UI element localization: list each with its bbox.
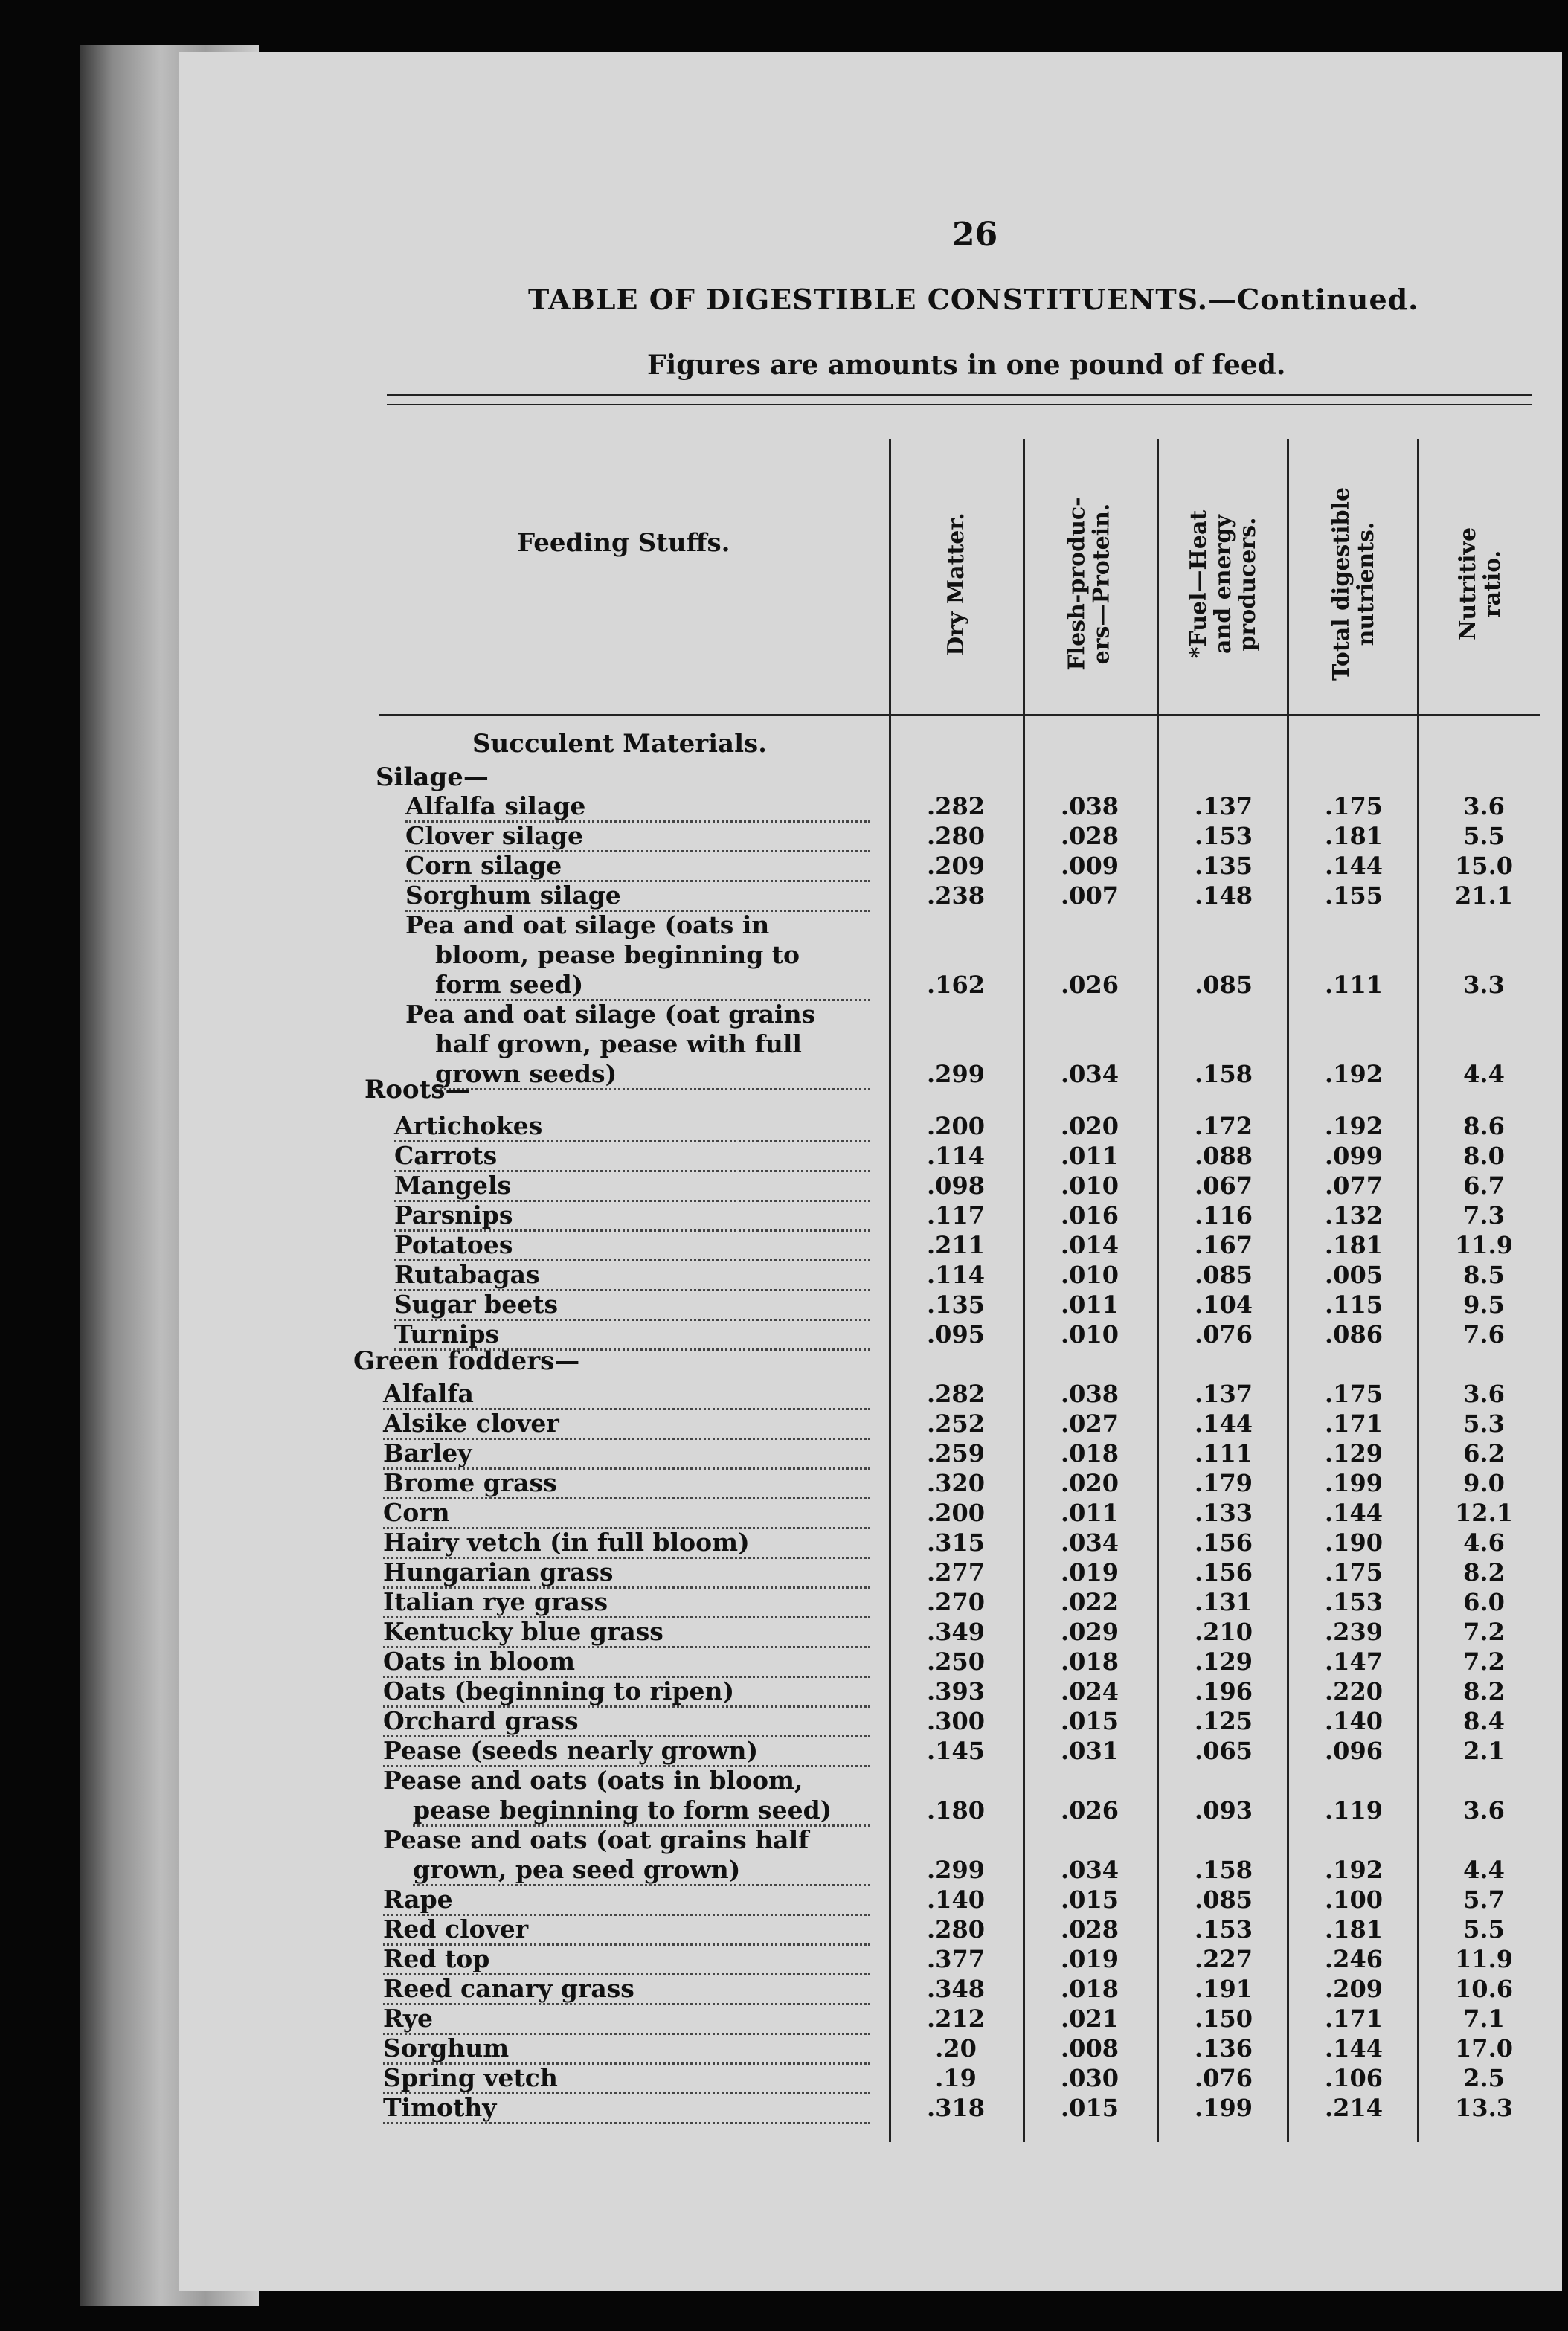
table-row	[179, 1975, 1562, 2004]
cell-total: .192	[1325, 1060, 1383, 1088]
cell-total: .239	[1325, 1618, 1383, 1646]
cell-ratio: 7.6	[1463, 1320, 1505, 1348]
col-head-fuel: *Fuel—Heat and energy producers.	[1186, 509, 1262, 658]
table-subtitle: Figures are amounts in one pound of feed.	[647, 350, 1286, 381]
cell-ratio: 5.7	[1463, 1885, 1505, 1914]
cell-ratio: 21.1	[1455, 881, 1513, 910]
feed-name: Carrots	[394, 1142, 870, 1172]
cell-total: .175	[1325, 792, 1383, 820]
feed-name: grown seeds)	[435, 1060, 870, 1090]
cell-protein: .034	[1061, 1060, 1119, 1088]
feed-name: Rape	[383, 1885, 870, 1916]
table-row	[179, 1885, 1562, 1915]
feed-name: Timothy	[383, 2094, 870, 2124]
cell-protein: .034	[1061, 1528, 1119, 1557]
cell-fuel: .137	[1195, 1380, 1253, 1408]
cell-fuel: .153	[1195, 1915, 1253, 1943]
cell-fuel: .156	[1195, 1528, 1253, 1557]
cell-total: .175	[1325, 1380, 1383, 1408]
cell-total: .086	[1325, 1320, 1383, 1348]
cell-protein: .021	[1061, 2004, 1119, 2033]
page-number: 26	[952, 216, 998, 254]
cell-dry: .250	[927, 1647, 985, 1676]
feed-name: grown, pea seed grown)	[413, 1856, 870, 1886]
cell-total: .171	[1325, 1409, 1383, 1438]
cell-protein: .019	[1061, 1945, 1119, 1973]
cell-total: .155	[1325, 881, 1383, 910]
table-row	[179, 1231, 1562, 1261]
cell-protein: .018	[1061, 1975, 1119, 2003]
cell-fuel: .085	[1195, 1261, 1253, 1289]
feed-name: Turnips	[394, 1320, 870, 1351]
cell-dry: .299	[927, 1060, 985, 1088]
cell-total: .077	[1325, 1171, 1383, 1200]
cell-protein: .030	[1061, 2064, 1119, 2092]
cell-fuel: .135	[1195, 852, 1253, 880]
cell-dry: .320	[927, 1469, 985, 1497]
cell-total: .106	[1325, 2064, 1383, 2092]
cell-ratio: 4.6	[1463, 1528, 1505, 1557]
feed-name: form seed)	[435, 971, 870, 1001]
cell-fuel: .179	[1195, 1469, 1253, 1497]
cell-fuel: .158	[1195, 1060, 1253, 1088]
cell-dry: .349	[927, 1618, 985, 1646]
cell-ratio: 7.3	[1463, 1201, 1505, 1229]
cell-ratio: 17.0	[1455, 2034, 1513, 2062]
cell-dry: .145	[927, 1737, 985, 1765]
cell-fuel: .067	[1195, 1171, 1253, 1200]
table-row	[179, 2094, 1562, 2123]
col-head-ratio: Nutritive ratio.	[1454, 527, 1506, 641]
cell-dry: .252	[927, 1409, 985, 1438]
cell-fuel: .136	[1195, 2034, 1253, 2062]
cell-dry: .393	[927, 1677, 985, 1705]
table-row	[179, 910, 1562, 999]
cell-fuel: .085	[1195, 1885, 1253, 1914]
cell-fuel: .172	[1195, 1112, 1253, 1140]
cell-fuel: .129	[1195, 1647, 1253, 1676]
cell-ratio: 5.3	[1463, 1409, 1505, 1438]
cell-ratio: 8.0	[1463, 1142, 1505, 1170]
cell-dry: .282	[927, 792, 985, 820]
feed-name: Pease and oats (oats in bloom,	[383, 1766, 803, 1795]
cell-dry: .280	[927, 1915, 985, 1943]
cell-dry: .140	[927, 1885, 985, 1914]
cell-dry: .318	[927, 2094, 985, 2122]
cell-ratio: 6.0	[1463, 1588, 1505, 1616]
cell-fuel: .131	[1195, 1588, 1253, 1616]
cell-protein: .024	[1061, 1677, 1119, 1705]
cell-total: .190	[1325, 1528, 1383, 1557]
cell-dry: .270	[927, 1588, 985, 1616]
table-row	[179, 1439, 1562, 1469]
cell-protein: .014	[1061, 1231, 1119, 1259]
feed-name: Rutabagas	[394, 1261, 870, 1291]
cell-protein: .011	[1061, 1142, 1119, 1170]
cell-total: .111	[1325, 971, 1383, 999]
cell-dry: .117	[927, 1201, 985, 1229]
cell-total: .181	[1325, 1231, 1383, 1259]
table-row	[179, 2034, 1562, 2064]
cell-fuel: .144	[1195, 1409, 1253, 1438]
cell-total: .171	[1325, 2004, 1383, 2033]
cell-protein: .007	[1061, 881, 1119, 910]
cell-total: .099	[1325, 1142, 1383, 1170]
cell-fuel: .085	[1195, 971, 1253, 999]
cell-dry: .280	[927, 822, 985, 850]
cell-dry: .348	[927, 1975, 985, 2003]
cell-dry: .259	[927, 1439, 985, 1467]
cell-protein: .015	[1061, 1885, 1119, 1914]
cell-fuel: .076	[1195, 1320, 1253, 1348]
cell-protein: .018	[1061, 1439, 1119, 1467]
cell-ratio: 11.9	[1455, 1945, 1513, 1973]
feed-name: Clover silage	[405, 822, 870, 852]
cell-dry: .277	[927, 1558, 985, 1586]
cell-dry: .20	[935, 2034, 977, 2062]
table-row	[179, 1261, 1562, 1290]
cell-ratio: 12.1	[1455, 1499, 1513, 1527]
section-heading: Succulent Materials.	[472, 729, 767, 759]
cell-dry: .282	[927, 1380, 985, 1408]
feed-name: Barley	[383, 1439, 870, 1470]
cell-dry: .300	[927, 1707, 985, 1735]
table-row	[179, 822, 1562, 852]
feed-name: Orchard grass	[383, 1707, 870, 1737]
cell-dry: .315	[927, 1528, 985, 1557]
cell-protein: .020	[1061, 1112, 1119, 1140]
cell-ratio: 3.6	[1463, 1380, 1505, 1408]
cell-protein: .010	[1061, 1261, 1119, 1289]
cell-ratio: 6.2	[1463, 1439, 1505, 1467]
cell-protein: .010	[1061, 1171, 1119, 1200]
table-row	[179, 1737, 1562, 1766]
cell-fuel: .065	[1195, 1737, 1253, 1765]
feed-name: pease beginning to form seed)	[413, 1796, 870, 1827]
cell-fuel: .088	[1195, 1142, 1253, 1170]
feed-name: Sugar beets	[394, 1290, 870, 1321]
cell-total: .192	[1325, 1856, 1383, 1884]
cell-ratio: 13.3	[1455, 2094, 1513, 2122]
table-row	[179, 1945, 1562, 1975]
cell-protein: .027	[1061, 1409, 1119, 1438]
cell-protein: .022	[1061, 1588, 1119, 1616]
cell-fuel: .150	[1195, 2004, 1253, 2033]
cell-dry: .200	[927, 1499, 985, 1527]
feed-name: Hairy vetch (in full bloom)	[383, 1528, 870, 1559]
feed-name: Rye	[383, 2004, 870, 2035]
cell-fuel: .148	[1195, 881, 1253, 910]
cell-protein: .010	[1061, 1320, 1119, 1348]
feed-name: bloom, pease beginning to	[435, 940, 800, 969]
table-row	[179, 1469, 1562, 1499]
col-head-total: Total digestible nutrients.	[1328, 486, 1380, 681]
feed-name: Kentucky blue grass	[383, 1618, 870, 1648]
cell-ratio: 5.5	[1463, 822, 1505, 850]
feed-name: Italian rye grass	[383, 1588, 870, 1618]
table-row	[179, 1380, 1562, 1409]
table-row	[179, 881, 1562, 911]
cell-protein: .031	[1061, 1737, 1119, 1765]
document-page	[179, 52, 1562, 2291]
feed-name: Reed canary grass	[383, 1975, 870, 2005]
cell-ratio: 10.6	[1455, 1975, 1513, 2003]
cell-ratio: 8.5	[1463, 1261, 1505, 1289]
feed-name: Parsnips	[394, 1201, 870, 1232]
cell-fuel: .210	[1195, 1618, 1253, 1646]
feed-name: Sorghum	[383, 2034, 870, 2065]
table-row	[179, 1528, 1562, 1558]
cell-dry: .209	[927, 852, 985, 880]
feed-name: Pease (seeds nearly grown)	[383, 1737, 870, 1767]
feed-name: Spring vetch	[383, 2064, 870, 2094]
table-title: TABLE OF DIGESTIBLE CONSTITUENTS.—Continued.	[528, 283, 1419, 316]
cell-ratio: 4.4	[1463, 1060, 1505, 1088]
table-row	[179, 792, 1562, 822]
cell-fuel: .153	[1195, 822, 1253, 850]
feed-name: Alsike clover	[383, 1409, 870, 1440]
table-row	[179, 1558, 1562, 1588]
cell-dry: .212	[927, 2004, 985, 2033]
group-heading-roots: Roots—	[364, 1075, 471, 1105]
cell-total: .181	[1325, 822, 1383, 850]
cell-protein: .018	[1061, 1647, 1119, 1676]
table-row	[179, 1499, 1562, 1528]
title-rule	[387, 394, 1532, 405]
feed-name: Artichokes	[394, 1112, 870, 1142]
cell-ratio: 6.7	[1463, 1171, 1505, 1200]
cell-total: .096	[1325, 1737, 1383, 1765]
cell-ratio: 11.9	[1455, 1231, 1513, 1259]
feed-name: Alfalfa silage	[405, 792, 870, 823]
cell-dry: .135	[927, 1290, 985, 1319]
cell-protein: .015	[1061, 1707, 1119, 1735]
cell-total: .192	[1325, 1112, 1383, 1140]
cell-total: .005	[1325, 1261, 1383, 1289]
cell-ratio: 3.6	[1463, 1796, 1505, 1824]
table-row	[179, 1915, 1562, 1945]
cell-protein: .019	[1061, 1558, 1119, 1586]
col-head-protein: Flesh-produc- ers—Protein.	[1064, 497, 1116, 671]
cell-total: .153	[1325, 1588, 1383, 1616]
cell-fuel: .116	[1195, 1201, 1253, 1229]
feed-name: Oats (beginning to ripen)	[383, 1677, 870, 1708]
cell-total: .181	[1325, 1915, 1383, 1943]
cell-protein: .038	[1061, 1380, 1119, 1408]
table-row	[179, 1171, 1562, 1201]
cell-protein: .015	[1061, 2094, 1119, 2122]
cell-fuel: .133	[1195, 1499, 1253, 1527]
header-rule	[379, 714, 1540, 716]
table-row	[179, 1825, 1562, 1884]
cell-protein: .008	[1061, 2034, 1119, 2062]
cell-protein: .020	[1061, 1469, 1119, 1497]
table-row	[179, 1647, 1562, 1677]
cell-ratio: 9.0	[1463, 1469, 1505, 1497]
table-row	[179, 2064, 1562, 2094]
cell-protein: .038	[1061, 792, 1119, 820]
cell-fuel: .158	[1195, 1856, 1253, 1884]
cell-ratio: 8.2	[1463, 1558, 1505, 1586]
cell-ratio: 5.5	[1463, 1915, 1505, 1943]
cell-dry: .098	[927, 1171, 985, 1200]
feed-name: Brome grass	[383, 1469, 870, 1499]
cell-total: .246	[1325, 1945, 1383, 1973]
cell-protein: .011	[1061, 1499, 1119, 1527]
feed-name: Pease and oats (oat grains half	[383, 1825, 809, 1854]
cell-total: .214	[1325, 2094, 1383, 2122]
cell-total: .144	[1325, 852, 1383, 880]
cell-protein: .016	[1061, 1201, 1119, 1229]
cell-dry: .377	[927, 1945, 985, 1973]
cell-protein: .011	[1061, 1290, 1119, 1319]
cell-fuel: .111	[1195, 1439, 1253, 1467]
cell-total: .119	[1325, 1796, 1383, 1824]
cell-protein: .028	[1061, 822, 1119, 850]
feed-name: half grown, pease with full	[435, 1029, 802, 1058]
cell-dry: .180	[927, 1796, 985, 1824]
cell-protein: .034	[1061, 1856, 1119, 1884]
table-row	[179, 852, 1562, 881]
cell-ratio: 3.3	[1463, 971, 1505, 999]
table-row	[179, 2004, 1562, 2034]
table-row	[179, 1112, 1562, 1142]
feed-name: Mangels	[394, 1171, 870, 1202]
cell-total: .147	[1325, 1647, 1383, 1676]
cell-total: .199	[1325, 1469, 1383, 1497]
cell-total: .115	[1325, 1290, 1383, 1319]
table-row	[179, 1618, 1562, 1647]
feed-name: Pea and oat silage (oat grains	[405, 1000, 816, 1029]
table-row	[179, 1588, 1562, 1618]
cell-ratio: 2.1	[1463, 1737, 1505, 1765]
cell-fuel: .093	[1195, 1796, 1253, 1824]
cell-total: .144	[1325, 2034, 1383, 2062]
feed-name: Alfalfa	[383, 1380, 870, 1410]
cell-total: .100	[1325, 1885, 1383, 1914]
cell-fuel: .191	[1195, 1975, 1253, 2003]
cell-dry: .238	[927, 881, 985, 910]
feed-name: Pea and oat silage (oats in	[405, 910, 770, 939]
cell-ratio: 8.6	[1463, 1112, 1505, 1140]
cell-dry: .19	[935, 2064, 977, 2092]
cell-fuel: .196	[1195, 1677, 1253, 1705]
table-row	[179, 1766, 1562, 1824]
cell-ratio: 7.1	[1463, 2004, 1505, 2033]
cell-dry: .200	[927, 1112, 985, 1140]
cell-protein: .029	[1061, 1618, 1119, 1646]
cell-protein: .009	[1061, 852, 1119, 880]
table-row	[179, 1677, 1562, 1707]
group-heading-silage: Silage—	[376, 762, 489, 792]
feed-name: Red top	[383, 1945, 870, 1975]
cell-ratio: 3.6	[1463, 792, 1505, 820]
cell-fuel: .104	[1195, 1290, 1253, 1319]
cell-ratio: 9.5	[1463, 1290, 1505, 1319]
table-row	[179, 1000, 1562, 1088]
cell-ratio: 7.2	[1463, 1618, 1505, 1646]
feed-name: Sorghum silage	[405, 881, 870, 912]
feed-name: Oats in bloom	[383, 1647, 870, 1678]
table-row	[179, 1201, 1562, 1231]
cell-fuel: .076	[1195, 2064, 1253, 2092]
table-row	[179, 1290, 1562, 1320]
group-heading-green: Green fodders—	[353, 1346, 580, 1376]
table-row	[179, 1142, 1562, 1171]
cell-fuel: .227	[1195, 1945, 1253, 1973]
cell-dry: .211	[927, 1231, 985, 1259]
cell-ratio: 2.5	[1463, 2064, 1505, 2092]
cell-ratio: 7.2	[1463, 1647, 1505, 1676]
cell-ratio: 15.0	[1455, 852, 1513, 880]
cell-dry: .114	[927, 1261, 985, 1289]
cell-protein: .026	[1061, 971, 1119, 999]
cell-ratio: 4.4	[1463, 1856, 1505, 1884]
cell-fuel: .125	[1195, 1707, 1253, 1735]
feed-name: Red clover	[383, 1915, 870, 1946]
cell-total: .132	[1325, 1201, 1383, 1229]
cell-fuel: .137	[1195, 792, 1253, 820]
cell-fuel: .199	[1195, 2094, 1253, 2122]
cell-dry: .114	[927, 1142, 985, 1170]
cell-total: .209	[1325, 1975, 1383, 2003]
cell-total: .140	[1325, 1707, 1383, 1735]
cell-total: .175	[1325, 1558, 1383, 1586]
table-row	[179, 1409, 1562, 1439]
cell-ratio: 8.2	[1463, 1677, 1505, 1705]
col-head-dry: Dry Matter.	[942, 512, 969, 656]
feed-name: Potatoes	[394, 1231, 870, 1261]
cell-total: .220	[1325, 1677, 1383, 1705]
cell-ratio: 8.4	[1463, 1707, 1505, 1735]
feed-name: Corn silage	[405, 852, 870, 882]
feed-name: Hungarian grass	[383, 1558, 870, 1589]
table-row	[179, 1320, 1562, 1350]
cell-fuel: .156	[1195, 1558, 1253, 1586]
cell-dry: .095	[927, 1320, 985, 1348]
cell-dry: .162	[927, 971, 985, 999]
cell-fuel: .167	[1195, 1231, 1253, 1259]
col-head-feed: Feeding Stuffs.	[517, 528, 730, 558]
cell-protein: .028	[1061, 1915, 1119, 1943]
cell-total: .144	[1325, 1499, 1383, 1527]
feed-name: Corn	[383, 1499, 870, 1529]
cell-total: .129	[1325, 1439, 1383, 1467]
table-row	[179, 1707, 1562, 1737]
cell-protein: .026	[1061, 1796, 1119, 1824]
cell-dry: .299	[927, 1856, 985, 1884]
